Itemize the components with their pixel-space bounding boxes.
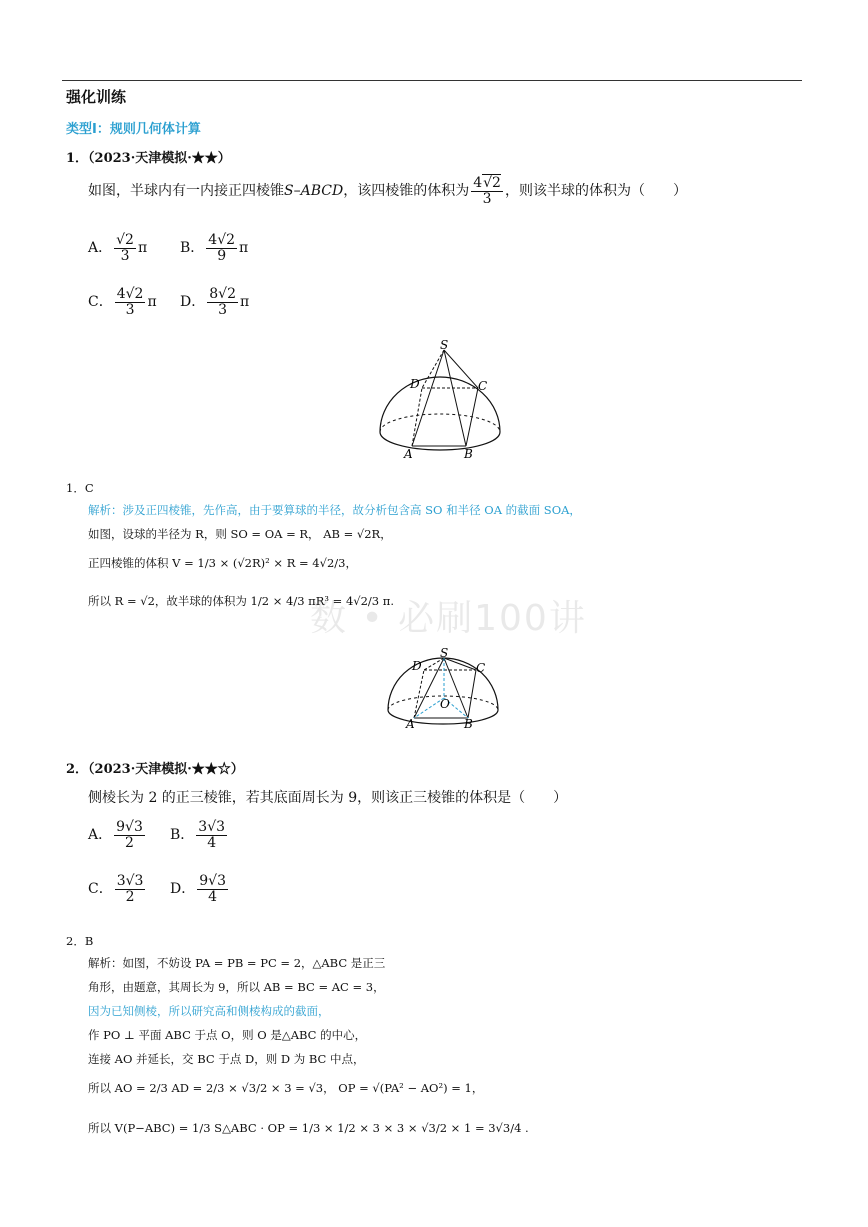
q1-stem-a: 如图，半球内有一内接正四棱锥 (88, 183, 284, 200)
svg-text:A: A (404, 447, 413, 460)
svg-text:C: C (478, 379, 488, 393)
q2-answer: 2．B (66, 934, 94, 948)
q1-answer: 1．C (66, 481, 94, 495)
q2-solution-line6: 所以 AO = 2/3 AD = 2/3 × √3/2 × 3 = √3， OP = √(PA² − AO²) = 1， (88, 1081, 484, 1095)
q1-stem-b: ，该四棱锥的体积为 (343, 183, 470, 200)
q1-header: 1．（2023·天津模拟·★★） (66, 151, 231, 166)
q2-solution-line3: 因为已知侧棱，所以研究高和侧棱构成的截面， (88, 1004, 330, 1018)
svg-text:B: B (464, 447, 473, 460)
top-rule (62, 80, 802, 81)
svg-text:C: C (476, 661, 486, 675)
q2-solution-line1: 解析：如图，不妨设 PA = PB = PC = 2，△ABC 是正三 (88, 956, 386, 970)
q1-option-b[interactable]: B． $\frac{4√2}{9}$ π (180, 232, 249, 264)
svg-text:D: D (410, 377, 420, 391)
watermark: 数 • 必刷100讲 (310, 598, 587, 639)
q1-solution-intro: 解析：涉及正四棱锥，先作高，由于要算球的半径，故分析包含高 SO 和半径 OA 的截面 SOA， (88, 503, 581, 517)
svg-text:A: A (406, 717, 415, 730)
q1-solution-line3: 正四棱锥的体积 V = 1/3 × (√2R)² × R = 4√2/3， (88, 556, 357, 570)
q1-solution-figure (378, 648, 508, 730)
type-title: 类型Ⅰ：规则几何体计算 (66, 122, 201, 137)
svg-text:B: B (464, 717, 473, 730)
q1-figure-hemisphere (370, 340, 510, 460)
q2-solution-line7: 所以 V(P−ABC) = 1/3 S△ABC · OP = 1/3 × 1/2 × 3 × 3 × √3/2 × 1 = 3√3/4 . (88, 1121, 529, 1135)
q2-stem: 侧棱长为 2 的正三棱锥，若其底面周长为 9，则该正三棱锥的体积是（ ） (88, 790, 568, 806)
q1-pyramid-name: S (284, 183, 294, 200)
section-title: 强化训练 (66, 88, 127, 106)
q2-solution-line5: 连接 AO 并延长，交 BC 于点 D，则 D 为 BC 中点， (88, 1052, 365, 1066)
q1-option-c[interactable]: C． $\frac{4√2}{3}$ π (88, 286, 157, 318)
q2-solution-line4: 作 PO ⊥ 平面 ABC 于点 O，则 O 是△ABC 的中心， (88, 1028, 367, 1042)
q1-stem: 如图，半球内有一内接正四棱锥S–ABCD，该四棱锥的体积为 $\frac{4√2}{3}$ ，则该半球的体积为（ ） (88, 175, 687, 207)
q1-option-a[interactable]: A． $\frac{√2}{3}$ π (88, 232, 148, 264)
q2-option-a[interactable]: A． $\frac{9√3}{2}$ (88, 819, 143, 851)
q1-option-d[interactable]: D． $\frac{8√2}{3}$ π (180, 286, 250, 318)
svg-text:S: S (440, 648, 449, 660)
q2-solution-line2: 角形，由题意，其周长为 9，所以 AB = BC = AC = 3， (88, 980, 385, 994)
svg-text:D: D (412, 659, 422, 673)
svg-text:S: S (440, 340, 449, 352)
q1-stem-c: ，则该半球的体积为（ ） (504, 183, 687, 200)
q1-solution-line4: 所以 R = √2，故半球的体积为 1/2 × 4/3 πR³ = 4√2/3 π. (88, 594, 394, 608)
q2-option-c[interactable]: C． $\frac{3√3}{2}$ (88, 873, 144, 905)
q2-option-b[interactable]: B． $\frac{3√3}{4}$ (170, 819, 226, 851)
svg-text:O: O (440, 697, 450, 711)
q2-option-d[interactable]: D． $\frac{9√3}{4}$ (170, 873, 226, 905)
q1-solution-line2: 如图，设球的半径为 R，则 SO = OA = R， AB = √2R， (88, 527, 392, 541)
q2-header: 2．（2023·天津模拟·★★☆） (66, 762, 244, 777)
